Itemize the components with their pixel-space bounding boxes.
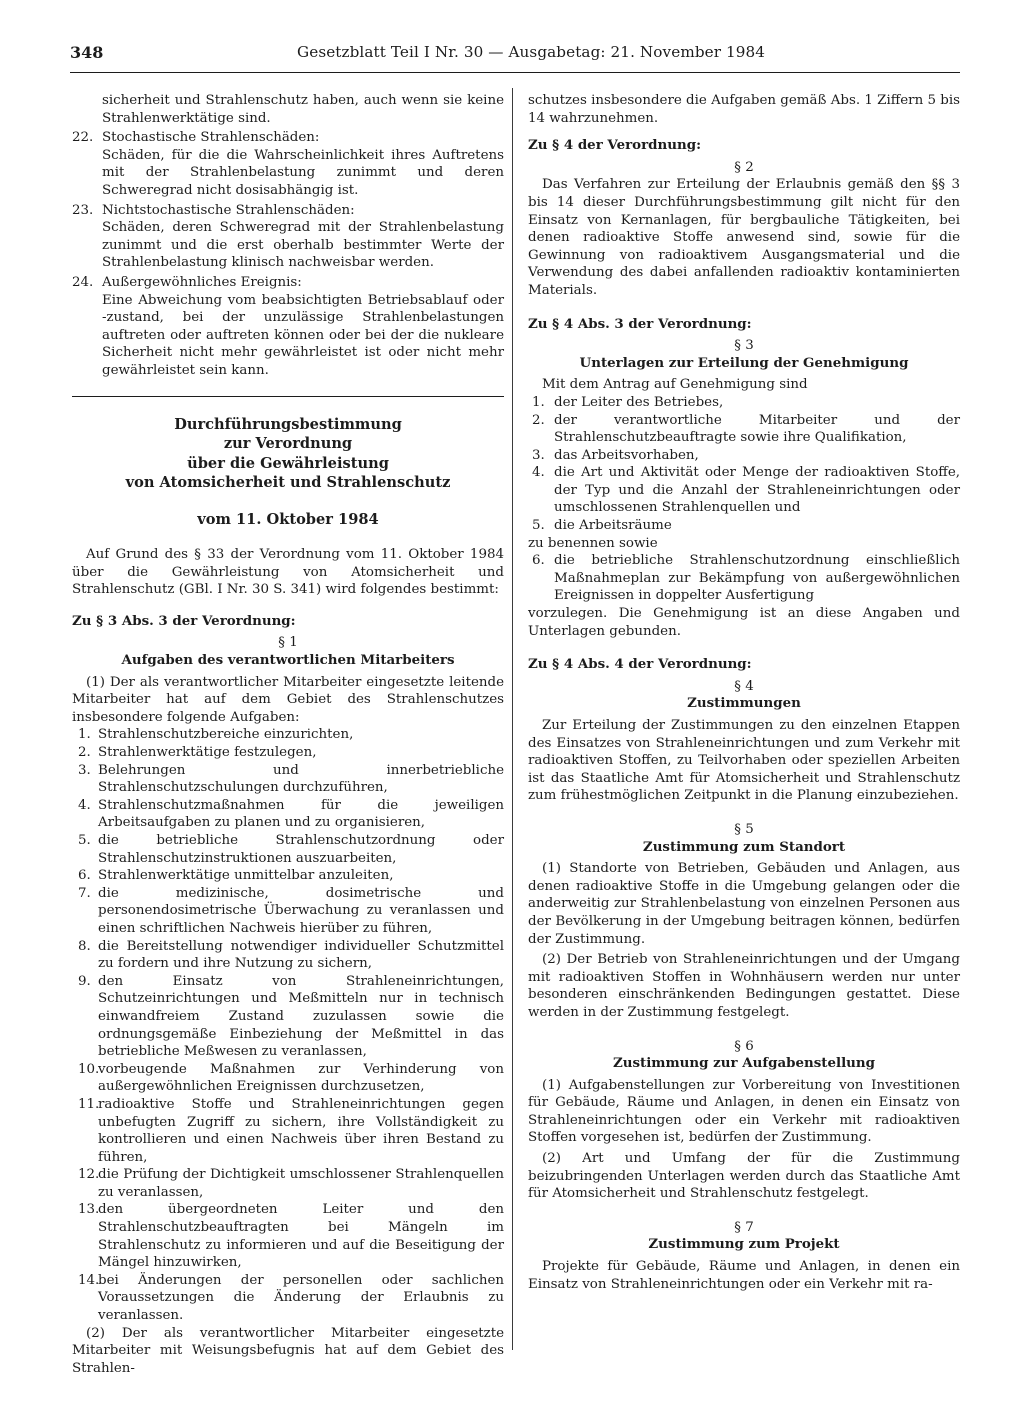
section-separator (72, 396, 504, 397)
page-header (70, 44, 960, 68)
title-line: Durchführungsbestimmung (174, 415, 402, 433)
item-text: die betriebliche Strahlenschutzordnung oder Strahlenschutzinstruktionen auszuarbeiten, (98, 833, 504, 866)
preamble: Auf Grund des § 33 der Verordnung vom 11. Oktober 1984 über die Gewährleistung von Atomsicherheit und Strahlenschutz (GBl. I Nr. 30 S. 341) wird folgendes bestimmt: (72, 547, 504, 598)
section-title-4: Zustimmungen (687, 695, 801, 712)
definition-term: Außergewöhnliches Ereignis: (102, 274, 302, 290)
task-list (72, 726, 504, 1324)
item-text: vorbeugende Maßnahmen zur Verhinderung von außergewöhnlichen Ereignissen durchzusetzen, (98, 1061, 504, 1095)
item-text: die Arbeitsräume (554, 518, 672, 534)
definition-24 (72, 274, 504, 380)
list-item (528, 447, 960, 465)
definition-term: Stochastische Strahlenschäden: (102, 130, 320, 146)
item-number: 11. (78, 1096, 100, 1112)
item-text: den übergeordneten Leiter und den Strahlenschutzbeauftragten bei Mängeln im Strahlenschutz zu informieren und auf die Beseitigung der Mängel hinzuwirken, (98, 1202, 504, 1271)
item-number: 10. (78, 1061, 100, 1077)
definition-text: Schäden, deren Schweregrad mit der Strahlenbelastung zunimmt und die erst oberhalb bestimmter Werte der Strahlenbelastung klinisch nachweisbar werden. (102, 220, 504, 271)
definition-number: 24. (72, 274, 94, 290)
item-number: 2. (78, 745, 91, 761)
list-item (72, 973, 504, 1061)
definition-text: Eine Abweichung vom beabsichtigten Betriebsablauf oder -zustand, bei der unzulässige Strahlenbelastungen auftreten oder auftreten können oder bei der die nukleare Sicherheit nicht mehr gewährleistet ist oder nicht mehr gewährleistet sein kann. (102, 292, 504, 378)
item-number: 6. (532, 553, 545, 569)
item-text: die Bereitstellung notwendiger individueller Schutzmittel zu fordern und ihre Nutzung zu sichern, (98, 938, 504, 972)
list-item (528, 394, 960, 412)
header-rule (70, 72, 960, 73)
item-text: den Einsatz von Strahleneinrichtungen, Schutzeinrichtungen und Meßmitteln nur in technisch einwandfreiem Zustand zuzulassen sowie die ordnungsgemäße Einbeziehung der Meßmittel in das betriebliche Meßwesen zu veranlassen, (98, 973, 504, 1060)
list-item (528, 552, 960, 605)
reference-heading: Zu § 3 Abs. 3 der Verordnung: (72, 612, 296, 629)
definition-term: Nichtstochastische Strahlenschäden: (102, 202, 355, 218)
list-item (528, 517, 960, 535)
paragraph-1-abs-1: (1) Der als verantwortlicher Mitarbeiter eingesetzte leitende Mitarbeiter hat auf dem Gebiet des Strahlenschutzes insbesondere folgende Aufgaben: (72, 674, 504, 725)
section-title-6: Zustimmung zur Aufgabenstellung (612, 1055, 875, 1072)
reference-heading: Zu § 4 der Verordnung: (528, 137, 702, 154)
item-text: die medizinische, dosimetrische und personendosimetrische Überwachung zu veranlassen und einen schriftlichen Nachweis hierüber zu führen, (98, 885, 504, 936)
definition-number: 22. (72, 130, 94, 146)
paragraph-1-abs-2: (2) Der als verantwortlicher Mitarbeiter eingesetzte Mitarbeiter mit Weisungsbefugnis hat auf dem Gebiet des Strahlen- (72, 1325, 504, 1376)
definition-text: Schäden, für die die Wahrscheinlichkeit ihres Auftretens mit der Strahlenbelastung zunimmt und deren Schweregrad nicht dosisabhängig ist. (102, 147, 504, 198)
section-3-mid: zu benennen sowie (528, 535, 658, 551)
list-item (528, 464, 960, 517)
spacer (528, 805, 960, 817)
section-6-abs-2: (2) Art und Umfang der für die Zustimmung beizubringenden Unterlagen werden durch das Staatliche Amt für Atomsicherheit und Strahlenschutz festgelegt. (528, 1151, 960, 1202)
item-text: die Art und Aktivität oder Menge der radioaktiven Stoffe, der Typ und die Anzahl der Strahleneinrichtungen oder umschlossenen Strahlenquellen und (554, 465, 960, 516)
item-text: Strahlenschutzbereiche einzurichten, (98, 727, 354, 743)
list-item (72, 832, 504, 867)
continued-paragraph: schutzes insbesondere die Aufgaben gemäß Abs. 1 Ziffern 5 bis 14 wahrzunehmen. (528, 93, 960, 126)
item-number: 3. (532, 447, 545, 463)
document-date: vom 11. Oktober 1984 (197, 510, 379, 528)
item-number: 5. (532, 518, 545, 534)
item-number: 8. (78, 938, 91, 954)
list-item (72, 744, 504, 762)
item-text: der verantwortliche Mitarbeiter und der Strahlenschutzbeauftragte sowie ihre Qualifikation, (554, 412, 960, 446)
reference-heading: Zu § 4 Abs. 3 der Verordnung: (528, 315, 752, 332)
left-column (72, 92, 504, 1377)
section-2-text: Das Verfahren zur Erteilung der Erlaubnis gemäß den §§ 3 bis 14 dieser Durchführungsbestimmung gilt nicht für den Einsatz von Kernanlagen, für bergbauliche Tätigkeiten, bei denen radioaktive Stoffe anwesend sind, sowie für die Gewinnung von radioaktivem Ausgangsmaterial und die Verwendung des dabei anfallenden radioaktiv kontaminierten Materials. (528, 177, 960, 298)
item-number: 2. (532, 412, 545, 428)
section-5-abs-2: (2) Der Betrieb von Strahleneinrichtungen und der Umgang mit radioaktiven Stoffen in Wohnhäusern werden nur unter besonderen einschränkenden Bedingungen gestattet. Diese werden in der Zustimmung festgelegt. (528, 952, 960, 1020)
document-title (72, 415, 504, 493)
section-title-1: Aufgaben des verantwortlichen Mitarbeiters (121, 652, 455, 669)
item-number: 6. (78, 868, 91, 884)
section-sign-3: § 3 (734, 338, 754, 354)
reference-heading: Zu § 4 Abs. 4 der Verordnung: (528, 656, 752, 673)
continued-definition: sicherheit und Strahlenschutz haben, auch wenn sie keine Strahlenwerktätige sind. (102, 93, 504, 126)
right-column (528, 92, 960, 1293)
column-divider (512, 88, 513, 1350)
title-line: von Atomsicherheit und Strahlenschutz (125, 474, 451, 491)
item-text: der Leiter des Betriebes, (554, 394, 724, 410)
item-text: radioaktive Stoffe und Strahleneinrichtungen gegen unbefugten Zugriff zu sichern, ihre Vollständigkeit zu kontrollieren und einen Nachweis über ihren Bestand zu führen, (98, 1096, 504, 1165)
list-item (72, 1201, 504, 1271)
running-title: Gesetzblatt Teil I Nr. 30 — Ausgabetag: 21. November 1984 (297, 43, 766, 61)
list-item (72, 867, 504, 885)
item-number: 13. (78, 1202, 100, 1218)
item-text: bei Änderungen der personellen oder sachlichen Voraussetzungen die Änderung der Erlaubnis zu veranlassen. (98, 1272, 504, 1324)
section-title-5: Zustimmung zum Standort (642, 838, 846, 855)
section-title-3: Unterlagen zur Erteilung der Genehmigung (579, 354, 909, 371)
section-sign-5: § 5 (734, 821, 754, 837)
item-number: 5. (78, 833, 91, 848)
list-item (72, 885, 504, 938)
item-number: 4. (532, 465, 545, 481)
list-item (72, 1096, 504, 1166)
list-item (72, 1166, 504, 1201)
title-line: zur Verordnung (223, 435, 353, 452)
section-sign-1: § 1 (278, 635, 298, 651)
section-sign-7: § 7 (734, 1219, 754, 1235)
section-sign-6: § 6 (734, 1038, 754, 1054)
section-3-end: vorzulegen. Die Genehmigung ist an diese Angaben und Unterlagen gebunden. (528, 606, 960, 639)
section-title-7: Zustimmung zum Projekt (648, 1236, 840, 1253)
item-number: 4. (78, 797, 91, 813)
list-item (528, 412, 960, 447)
document-list (528, 394, 960, 535)
item-text: Strahlenschutzmaßnahmen für die jeweiligen Arbeitsaufgaben zu planen und zu organisieren, (98, 797, 504, 831)
list-item (72, 726, 504, 744)
list-item (72, 938, 504, 973)
item-text: Strahlenwerktätige unmittelbar anzuleiten, (98, 868, 394, 884)
item-text: die betriebliche Strahlenschutzordnung einschließlich Maßnahmeplan zur Bekämpfung von außergewöhnlichen Ereignissen in doppelter Ausfertigung (554, 553, 960, 604)
item-number: 14. (78, 1272, 100, 1288)
list-item (72, 762, 504, 797)
item-number: 1. (78, 727, 91, 743)
item-number: 7. (78, 885, 91, 901)
section-6-abs-1: (1) Aufgabenstellungen zur Vorbereitung von Investitionen für Gebäude, Räume und Anlagen, in denen ein Einsatz von Strahleneinrichtungen oder ein Verkehr mit radioaktiven Stoffen vorgesehen ist, bedürfen der Zustimmung. (528, 1077, 960, 1146)
list-item (72, 1061, 504, 1096)
section-sign-4: § 4 (734, 678, 754, 694)
item-text: die Prüfung der Dichtigkeit umschlossener Strahlenquellen zu veranlassen, (98, 1167, 504, 1200)
list-item (72, 1272, 504, 1325)
title-line: über die Gewährleistung (187, 454, 389, 472)
spacer (528, 1203, 960, 1215)
list-item (72, 797, 504, 832)
section-sign-2: § 2 (734, 159, 754, 175)
spacer (528, 1022, 960, 1034)
item-number: 1. (532, 394, 545, 410)
item-text: Belehrungen und innerbetriebliche Strahlenschutzschulungen durchzuführen, (98, 762, 504, 796)
section-4-text: Zur Erteilung der Zustimmungen zu den einzelnen Etappen des Einsatzes von Strahleneinrichtungen und zum Verkehr mit radioaktiven Stoffen, zu Teilvorhaben oder speziellen Arbeiten ist das Staatliche Amt für Atomsicherheit und Strahlenschutz zum frühestmöglichen Zeitpunkt in die Planung einzubeziehen. (528, 718, 960, 804)
page-number: 348 (70, 43, 104, 62)
section-5-abs-1: (1) Standorte von Betrieben, Gebäuden und Anlagen, aus denen radioaktive Stoffe in die Umgebung gelangen oder die anderweitig zur Strahlenbelastung von einzelnen Personen aus der Bevölkerung in der Umgebung beitragen können, bedürfen der Zustimmung. (528, 861, 960, 947)
definition-number: 23. (72, 202, 94, 218)
definition-23 (72, 202, 504, 272)
item-text: Strahlenwerktätige festzulegen, (98, 745, 317, 761)
item-number: 3. (78, 762, 91, 778)
item-number: 9. (78, 973, 91, 989)
definition-22 (72, 129, 504, 199)
section-3-intro: Mit dem Antrag auf Genehmigung sind (542, 377, 808, 393)
section-7-text: Projekte für Gebäude, Räume und Anlagen, in denen ein Einsatz von Strahleneinrichtungen oder ein Verkehr mit ra- (528, 1259, 960, 1292)
item-number: 12. (78, 1167, 100, 1183)
item-text: das Arbeitsvorhaben, (554, 447, 699, 463)
